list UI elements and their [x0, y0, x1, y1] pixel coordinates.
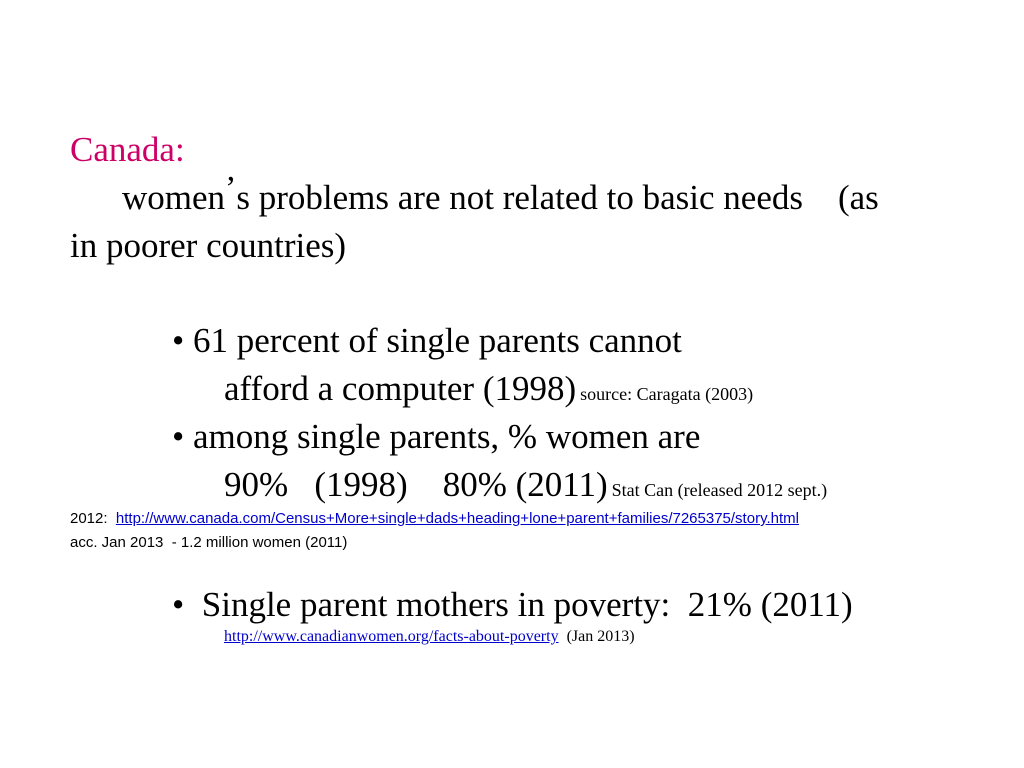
intro-line-1	[122, 170, 879, 217]
bullet-2-line-1: • among single parents, % women are	[172, 417, 701, 456]
bullet-3-line-1	[172, 587, 853, 622]
bullet-1-line-1: • 61 percent of single parents cannot	[172, 321, 682, 360]
bullet-3-text: Single parent mothers in poverty: 21% (2011)	[201, 585, 853, 624]
census-link[interactable]: http://www.canada.com/Census+More+single+dads+heading+lone+parent+families/7265375/story.html	[115, 510, 799, 527]
bullet-1-source: source: Caragata (2003)	[580, 384, 754, 404]
reference-2: acc. Jan 2013 - 1.2 million women (2011)	[70, 534, 348, 551]
bullet-3-source	[224, 629, 635, 645]
bullet-3-marker: •	[172, 585, 185, 624]
bullet-1-line-2	[224, 371, 753, 406]
intro-line-2: in poorer countries)	[70, 226, 347, 265]
intro-rest: s problems are not related to basic needs (as	[236, 178, 879, 217]
bullet-2-source: Stat Can (released 2012 sept.)	[611, 480, 828, 500]
canadianwomen-link[interactable]: http://www.canadianwomen.org/facts-about-poverty	[224, 628, 559, 645]
bullet-2-text: 90% (1998) 80% (2011)	[224, 465, 608, 504]
bullet-1-text: afford a computer (1998)	[224, 369, 577, 408]
intro-word: women	[122, 178, 226, 217]
slide-title: Canada:	[70, 130, 185, 169]
bullet-2-line-2	[224, 467, 827, 502]
reference-1-prefix: 2012:	[70, 510, 108, 527]
reference-1	[70, 511, 799, 526]
bullet-3-date: (Jan 2013)	[566, 628, 635, 645]
apostrophe: ’	[225, 170, 237, 207]
